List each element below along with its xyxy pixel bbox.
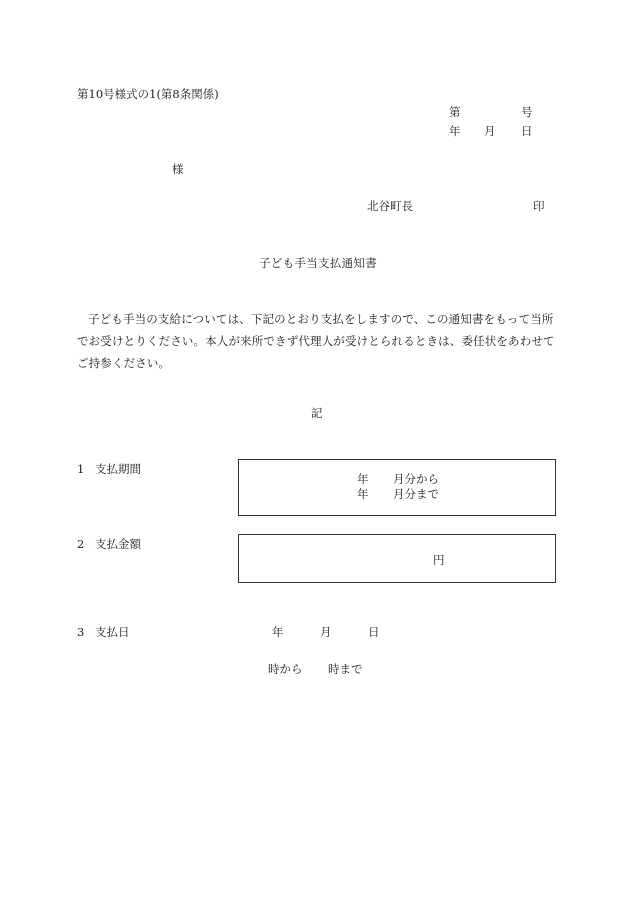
body-paragraph: 子ども手当の支給については、下記のとおり支払をしますので、この通知書をもって当所でお受けとりください。本人が来所できず代理人が受けとられるときは、委任状をあわせてご持参ください。 <box>77 312 555 370</box>
period-from-year: 年 <box>357 472 369 486</box>
period-to-month: 月分まで <box>393 487 439 501</box>
amount-unit: 円 <box>433 553 445 567</box>
item-1-number: 1 <box>77 462 85 476</box>
payment-time-to: 時まで <box>328 662 363 676</box>
item-1-label: 支払期間 <box>95 462 141 476</box>
item-3-label: 支払日 <box>95 625 130 639</box>
period-from-month: 月分から <box>393 472 439 486</box>
date-day: 日 <box>521 124 533 138</box>
payment-month: 月 <box>320 625 332 639</box>
recipient-honorific: 様 <box>172 162 184 176</box>
date-year: 年 <box>449 124 461 138</box>
ki-heading: 記 <box>311 406 323 420</box>
item-2-label: 支払金額 <box>95 537 141 551</box>
doc-number-suffix: 号 <box>521 105 533 119</box>
item-2-number: 2 <box>77 537 85 551</box>
period-box <box>238 459 556 516</box>
amount-box <box>238 534 556 583</box>
payment-year: 年 <box>272 625 284 639</box>
payment-time-from: 時から <box>268 662 303 676</box>
date-month: 月 <box>484 124 496 138</box>
item-3-number: 3 <box>77 625 85 639</box>
document-title: 子ども手当支払通知書 <box>259 256 377 270</box>
period-to-year: 年 <box>357 487 369 501</box>
sender-name: 北谷町長 <box>367 199 413 213</box>
doc-number-prefix: 第 <box>449 105 461 119</box>
form-number: 第10号様式の1(第8条関係) <box>77 87 219 101</box>
seal-mark: 印 <box>533 199 545 213</box>
payment-day: 日 <box>368 625 380 639</box>
